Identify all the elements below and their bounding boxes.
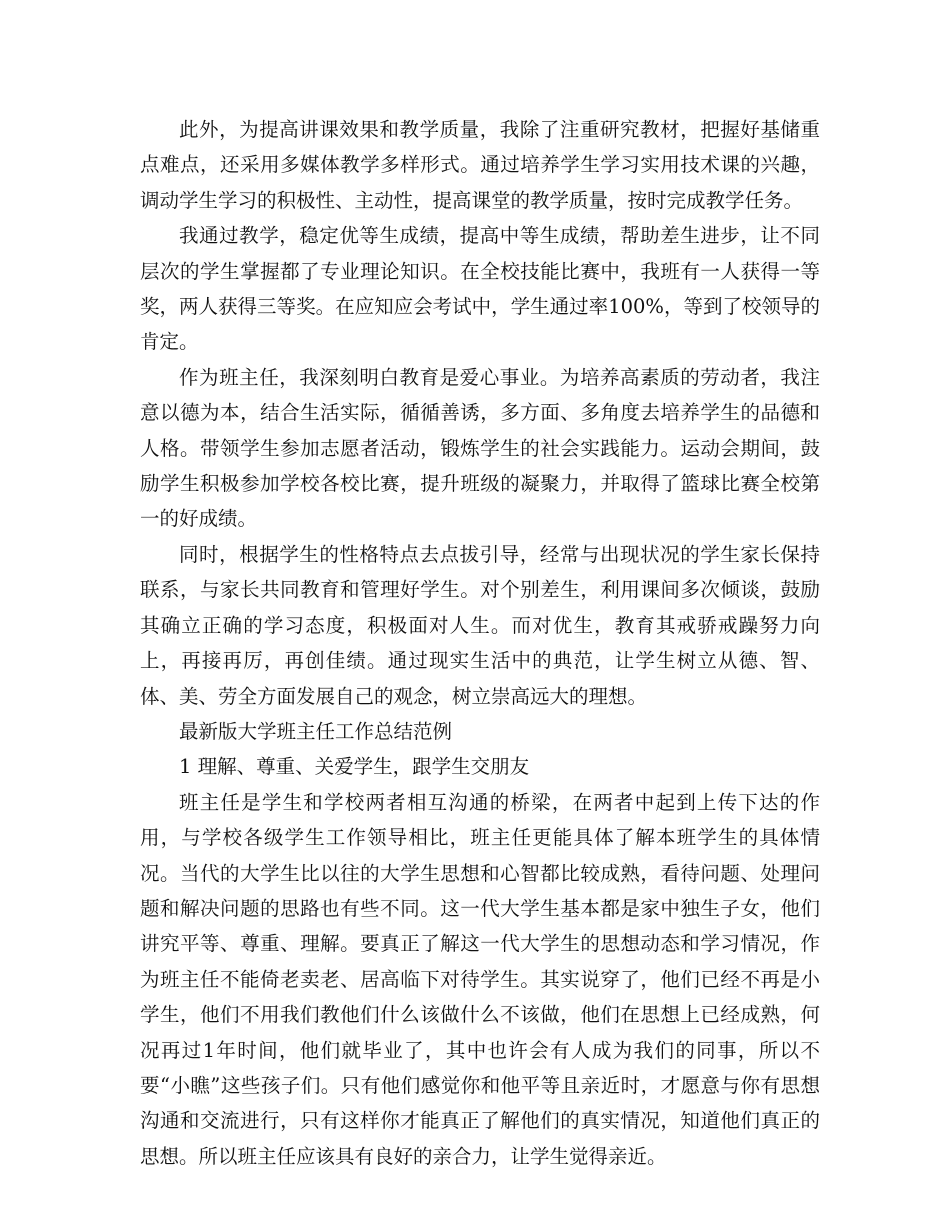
paragraph-student-results: 我通过教学，稳定优等生成绩，提高中等生成绩，帮助差生进步，让不同层次的学生掌握都了专业理论知识。在全校技能比赛中，我班有一人获得一等奖，两人获得三等奖。在应知应会考试中，学生通过率100%，等到了校领导的肯定。 <box>140 224 820 354</box>
paragraph-guidance: 同时，根据学生的性格特点去点拔引导，经常与出现状况的学生家长保持联系，与家长共同教育和管理好学生。对个别差生，利用课间多次倾谈，鼓励其确立正确的学习态度，积极面对人生。而对优生，教育其戒骄戒躁努力向上，再接再厉，再创佳绩。通过现实生活中的典范，让学生树立从德、智、体、美、劳全方面发展自己的观念，树立崇高远大的理想。 <box>140 542 820 708</box>
paragraph-head-teacher-role: 作为班主任，我深刻明白教育是爱心事业。为培养高素质的劳动者，我注意以德为本，结合生活实际，循循善诱，多方面、多角度去培养学生的品德和人格。带领学生参加志愿者活动，锻炼学生的社会实践能力。运动会期间，鼓励学生积极参加学校各校比赛，提升班级的凝聚力，并取得了篮球比赛全校第一的好成绩。 <box>140 365 820 531</box>
document-body <box>140 112 820 1174</box>
paragraph-understanding-students: 班主任是学生和学校两者相互沟通的桥梁，在两者中起到上传下达的作用，与学校各级学生工作领导相比，班主任更能具体了解本班学生的具体情况。当代的大学生比以往的大学生思想和心智都比较成熟，看待问题、处理问题和解决问题的思路也有些不同。这一代大学生基本都是家中独生子女，他们讲究平等、尊重、理解。要真正了解这一代大学生的思想动态和学习情况，作为班主任不能倚老卖老、居高临下对待学生。其实说穿了，他们已经不再是小学生，他们不用我们教他们什么该做什么不该做，他们在思想上已经成熟，何况再过1年时间，他们就毕业了，其中也许会有人成为我们的同事，所以不要“小瞧”这些孩子们。只有他们感觉你和他平等且亲近时，才愿意与你有思想沟通和交流进行，只有这样你才能真正了解他们的真实情况，知道他们真正的思想。所以班主任应该具有良好的亲合力，让学生觉得亲近。 <box>140 790 820 1168</box>
section-heading-1: 1 理解、尊重、关爱学生，跟学生交朋友 <box>179 755 530 779</box>
paragraph-teaching-methods: 此外，为提高讲课效果和教学质量，我除了注重研究教材，把握好基储重点难点，还采用多媒体教学多样形式。通过培养学生学习实用技术课的兴趣，调动学生学习的积极性、主动性，提高课堂的教学质量，按时完成教学任务。 <box>140 118 820 212</box>
section-title: 最新版大学班主任工作总结范例 <box>179 719 453 743</box>
